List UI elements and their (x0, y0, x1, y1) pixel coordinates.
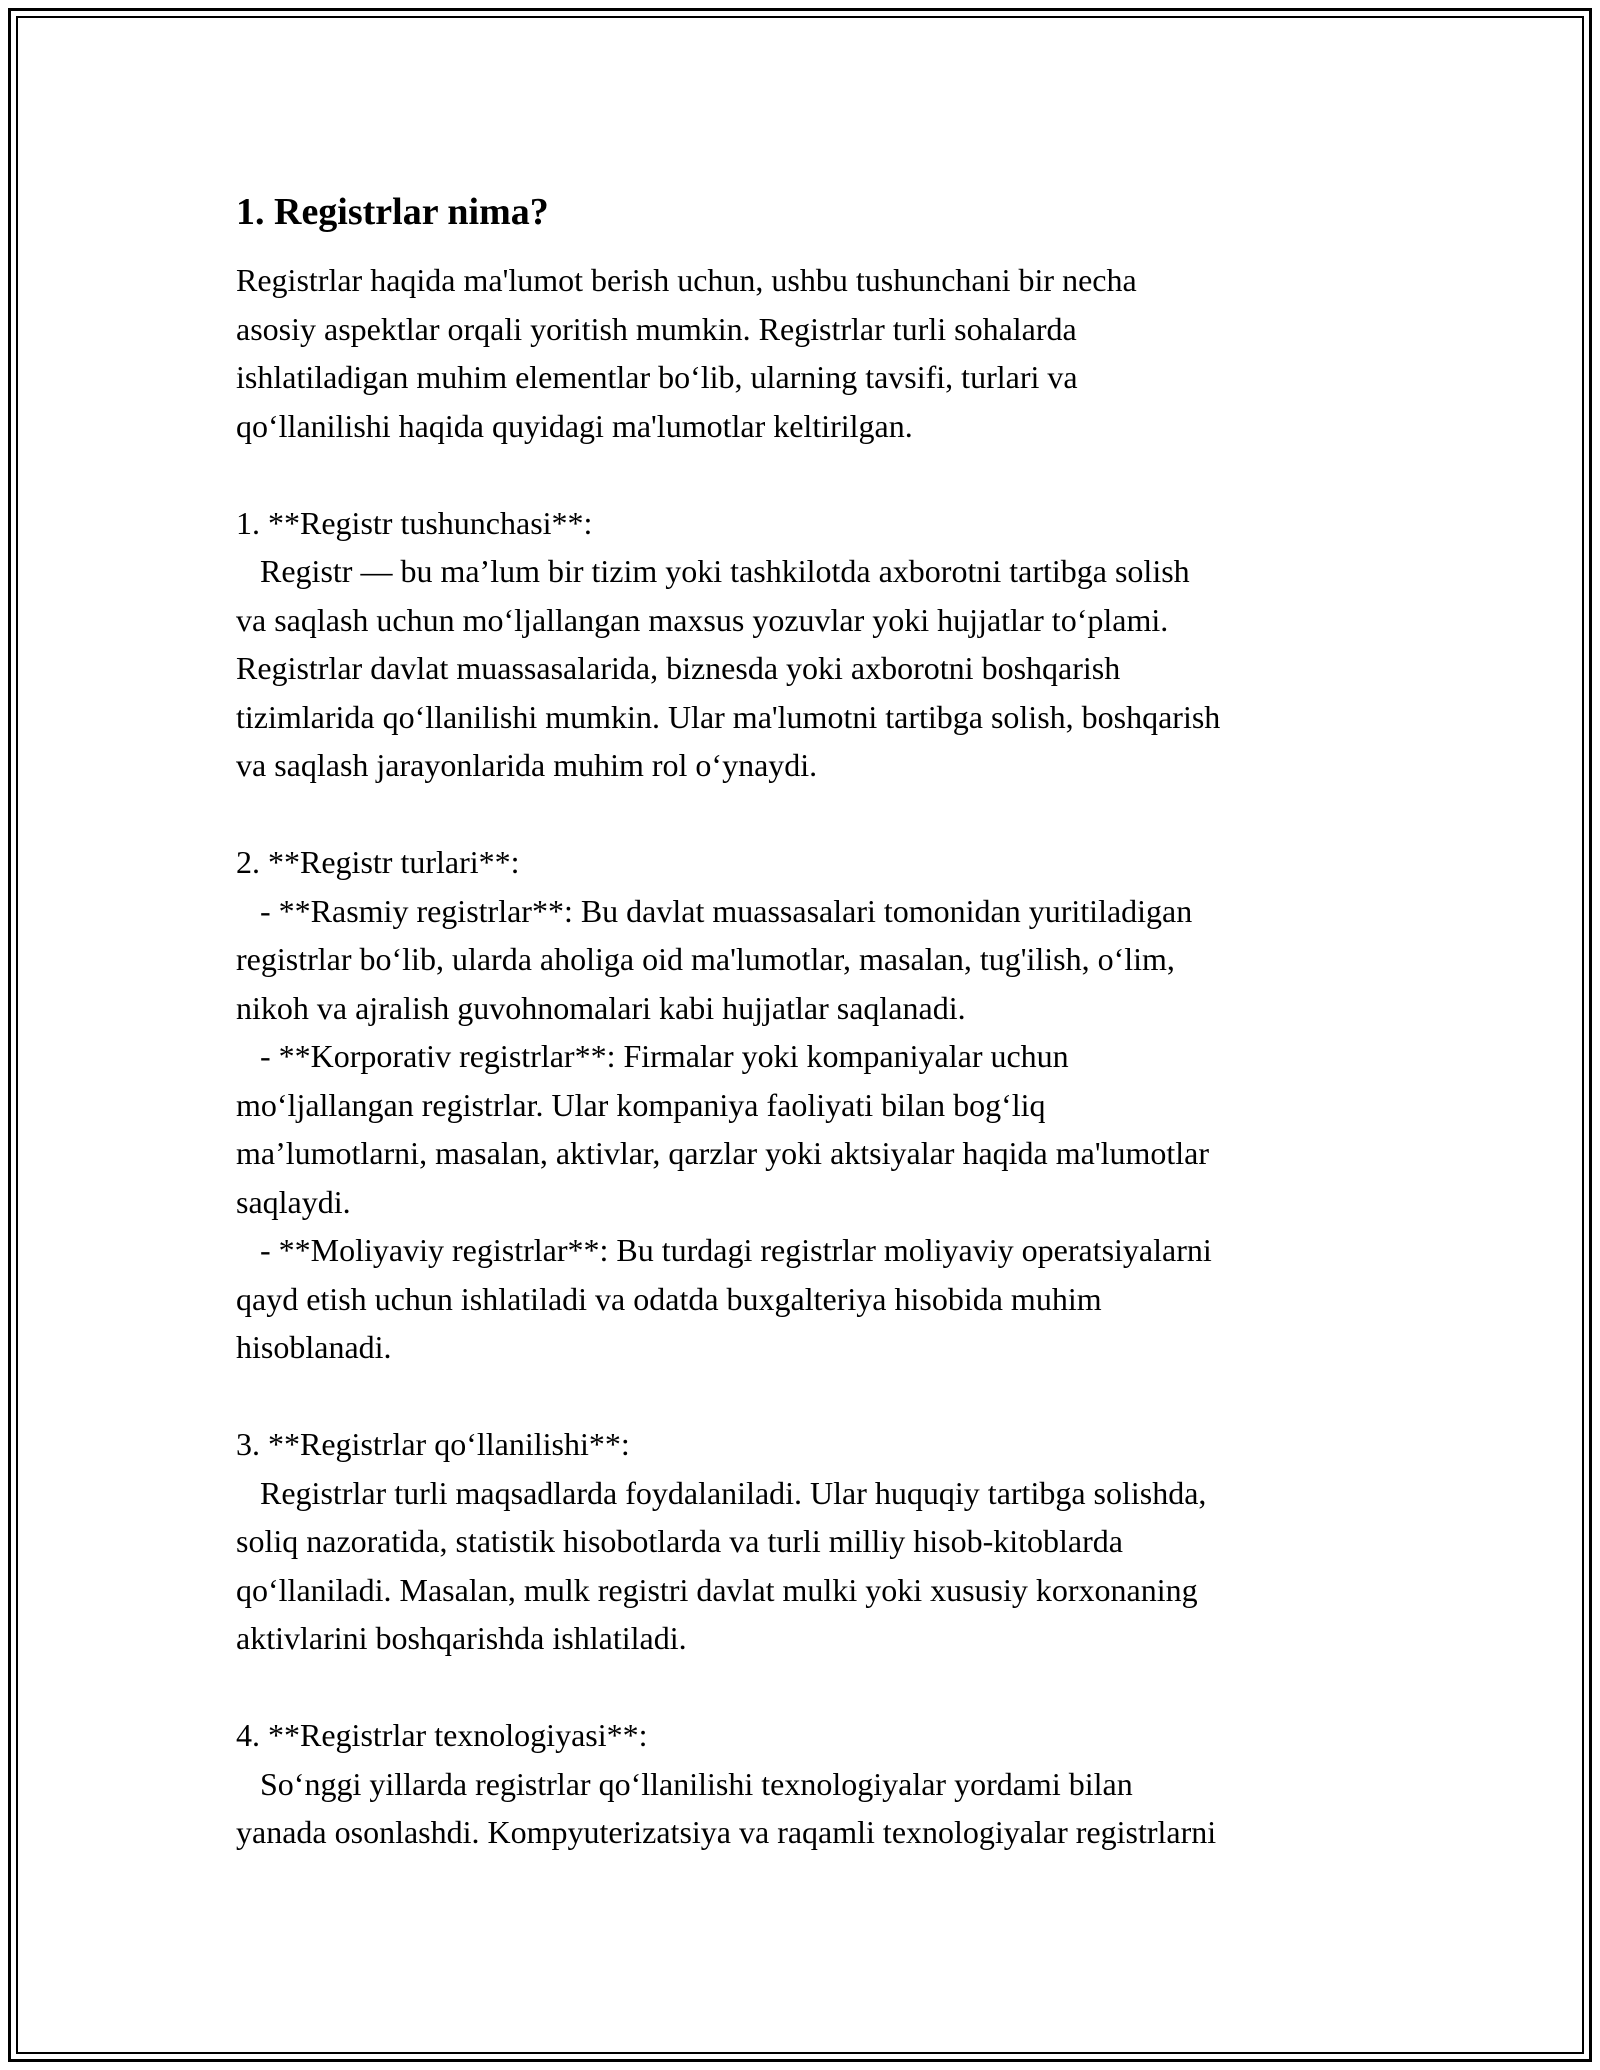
section-2-title: 2. **Registr turlari**: (236, 844, 520, 880)
intro-paragraph (236, 256, 1386, 450)
text-line: - **Moliyaviy registrlar**: Bu turdagi registrlar moliyaviy operatsiyalarni (236, 1232, 1212, 1268)
text-line: ma’lumotlarni, masalan, aktivlar, qarzlar yoki aktsiyalar haqida ma'lumotlar (236, 1135, 1210, 1171)
text-line: Registr — bu ma’lum bir tizim yoki tashkilotda axborotni tartibga solish (236, 553, 1190, 589)
text-line: nikoh va ajralish guvohnomalari kabi hujjatlar saqlanadi. (236, 989, 966, 1026)
text-line: ishlatiladigan muhim elementlar bo‘lib, ularning tavsifi, turlari va (236, 359, 1078, 395)
text-line: mo‘ljallangan registrlar. Ular kompaniya faoliyati bilan bog‘liq (236, 1086, 1046, 1123)
paragraph-gap (236, 450, 1386, 499)
section-2 (236, 838, 1386, 1372)
text-line: hisoblanadi. (236, 1329, 392, 1365)
text-line: yanada osonlashdi. Kompyuterizatsiya va raqamli texnologiyalar registrlarni (236, 1814, 1217, 1850)
text-line: - **Korporativ registrlar**: Firmalar yoki kompaniyalar uchun (236, 1038, 1069, 1074)
text-line: qo‘llaniladi. Masalan, mulk registri davlat mulki yoki xususiy korxonaning (236, 1571, 1198, 1608)
text-line: - **Rasmiy registrlar**: Bu davlat muassasalari tomonidan yuritiladigan (236, 892, 1193, 929)
document-body (236, 186, 1386, 1857)
section-3 (236, 1420, 1386, 1663)
text-line: asosiy aspektlar orqali yoritish mumkin. Registrlar turli sohalarda (236, 310, 1077, 347)
text-line: registrlar bo‘lib, ularda aholiga oid ma'lumotlar, masalan, tug'ilish, o‘lim, (236, 941, 1175, 977)
text-line: So‘nggi yillarda registrlar qo‘llanilishi texnologiyalar yordami bilan (236, 1765, 1133, 1802)
text-line: soliq nazoratida, statistik hisobotlarda va turli milliy hisob-kitoblarda (236, 1523, 1123, 1559)
text-line: saqlaydi. (236, 1183, 351, 1220)
paragraph-gap (236, 1663, 1386, 1712)
section-1 (236, 499, 1386, 790)
text-line: aktivlarini boshqarishda ishlatiladi. (236, 1620, 687, 1656)
section-1-title: 1. **Registr tushunchasi**: (236, 504, 593, 541)
text-line: va saqlash uchun mo‘ljallangan maxsus yozuvlar yoki hujjatlar to‘plami. (236, 601, 1169, 638)
paragraph-gap (236, 790, 1386, 839)
text-line: va saqlash jarayonlarida muhim rol o‘ynaydi. (236, 747, 818, 783)
section-3-title: 3. **Registrlar qo‘llanilishi**: (236, 1426, 630, 1462)
text-line: Registrlar davlat muassasalarida, biznesda yoki axborotni boshqarish (236, 650, 1121, 686)
text-line: Registrlar haqida ma'lumot berish uchun, ushbu tushunchani bir necha (236, 262, 1137, 298)
section-4 (236, 1711, 1386, 1857)
text-line: Registrlar turli maqsadlarda foydalaniladi. Ular huquqiy tartibga solishda, (236, 1474, 1207, 1511)
section-4-title: 4. **Registrlar texnologiyasi**: (236, 1717, 648, 1753)
text-line: tizimlarida qo‘llanilishi mumkin. Ular ma'lumotni tartibga solish, boshqarish (236, 698, 1221, 735)
paragraph-gap (236, 1372, 1386, 1421)
text-line: qo‘llanilishi haqida quyidagi ma'lumotlar keltirilgan. (236, 407, 913, 444)
text-line: qayd etish uchun ishlatiladi va odatda buxgalteriya hisobida muhim (236, 1280, 1102, 1317)
document-heading: 1. Registrlar nima? (236, 191, 549, 233)
